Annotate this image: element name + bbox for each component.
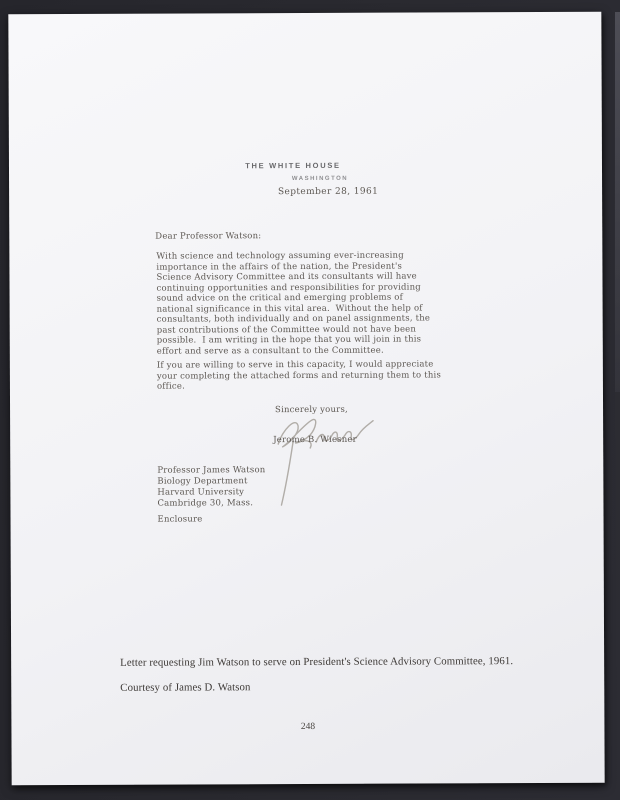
- enclosure-note: Enclosure: [157, 514, 203, 525]
- body-paragraph-1: With science and technology assuming ever-increasing importance in the affairs of the nation, the President's Science Advisory Committee and its consultants will have continuing opportunities and responsibilities for providing sound advice on the critical and emerging problems of national significance in this vital area. Without the help of consultants, both individually and on panel assignments, the past contributions of the Committee would not have been possible. I am writing in the hope that you will join in this effort and serve as a consultant to the Committee.: [156, 250, 431, 357]
- caption-credit: Courtesy of James D. Watson: [120, 681, 251, 694]
- letter-page: [8, 12, 604, 786]
- body-paragraph-2: If you are willing to serve in this capacity, I would appreciate your completing the attached forms and returning them to this office.: [156, 359, 442, 392]
- letterhead-title: THE WHITE HOUSE: [245, 160, 341, 171]
- letterhead-subtitle: WASHINGTON: [291, 175, 349, 183]
- salutation: Dear Professor Watson:: [155, 231, 262, 242]
- scanner-edge-highlight: [615, 12, 620, 392]
- recipient-address: Professor James Watson Biology Department Harvard University Cambridge 30, Mass.: [157, 465, 266, 509]
- page-number: 248: [300, 721, 316, 733]
- signer-typed-name: Jerome B. Wiesner: [273, 434, 357, 446]
- closing-phrase: Sincerely yours,: [275, 404, 348, 416]
- letter-date: September 28, 1961: [277, 186, 379, 198]
- handwritten-signature-icon: [260, 408, 390, 514]
- caption-description: Letter requesting Jim Watson to serve on President's Science Advisory Committee, 1961.: [120, 655, 514, 669]
